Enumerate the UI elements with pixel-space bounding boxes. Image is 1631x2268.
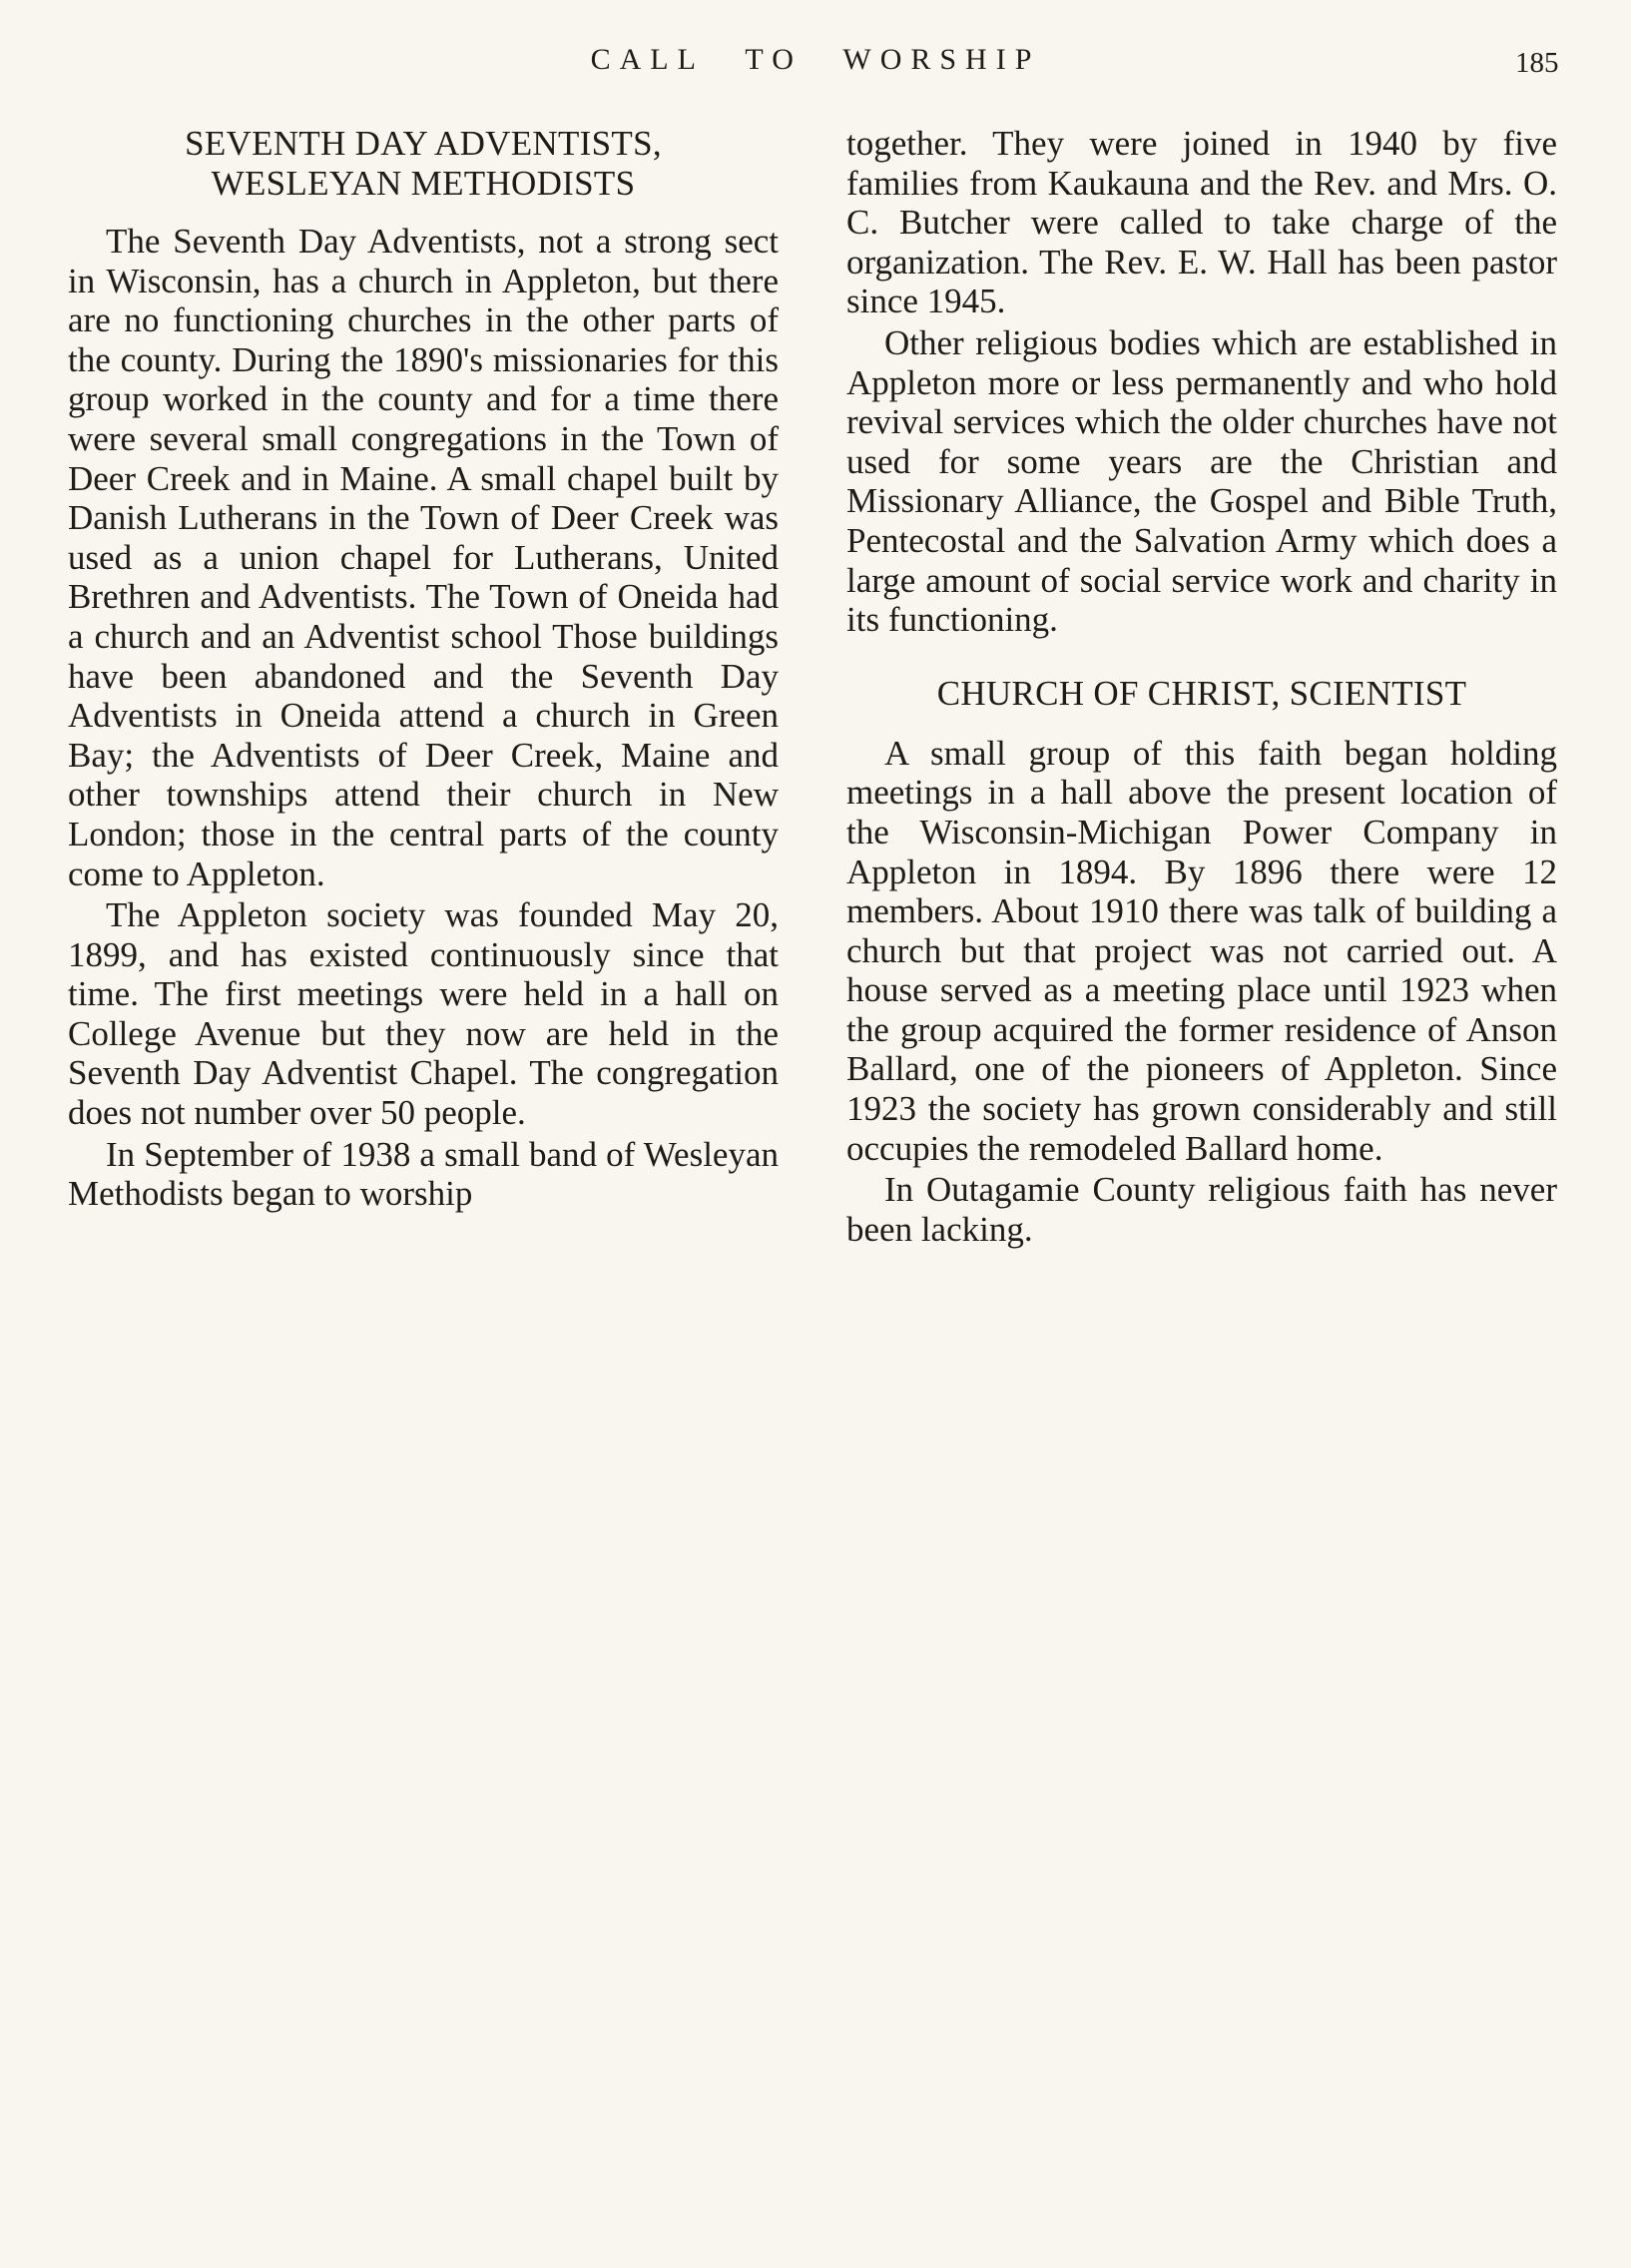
heading-line: WESLEYAN METHODISTS	[211, 164, 636, 203]
paragraph: The Seventh Day Adventists, not a strong sect in Wisconsin, has a church in Appleton, but there are no functioning churches in the other parts of the county. During the 1890's missionaries for this group worked in the county and for a time there were several small congregations in the Town of Deer Creek and in Maine. A small chapel built by Danish Lutherans in the Town of Deer Creek was used as a union chapel for Lutherans, United Brethren and Adventists. The Town of Oneida had a church and an Adventist school Those buildings have been abandoned and the Seventh Day Adventists in Oneida attend a church in Green Bay; the Adventists of Deer Creek, Maine and other townships attend their church in New London; those in the central parts of the county come to Appleton.	[68, 222, 779, 893]
heading-line: SEVENTH DAY ADVENTISTS,	[185, 124, 662, 163]
paragraph: The Appleton society was founded May 20, 1899, and has existed continuously since that time. The first meetings were held in a hall on College Avenue but they now are held in the Seventh Day Adventist Chapel. The congregation does not number over 50 people.	[68, 895, 779, 1133]
section-heading-christian-science: CHURCH OF CHRIST, SCIENTIST	[936, 673, 1467, 713]
section-heading-adventists-methodists	[68, 124, 779, 204]
running-head	[0, 42, 1631, 78]
right-column	[846, 124, 1557, 1251]
paragraph: In Outagamie County religious faith has never been lacking.	[846, 1170, 1557, 1249]
page-number: 185	[1515, 47, 1559, 79]
paragraph: In September of 1938 a small band of Wesleyan Methodists began to worship	[68, 1134, 779, 1214]
paragraph: A small group of this faith began holding meetings in a hall above the present location of the Wisconsin-Michigan Power Company in Appleton in 1894. By 1896 there were 12 members. About 1910 there was talk of building a church but that project was not carried out. A house served as a meeting place until 1923 when the group acquired the former residence of Anson Ballard, one of the pioneers of Appleton. Since 1923 the society has grown considerably and still occupies the remodeled Ballard home.	[846, 733, 1557, 1168]
running-head-word: CALL	[590, 43, 705, 76]
paragraph: Other religious bodies which are established in Appleton more or less permanently and who hold revival services which the older churches have not used for some years are the Christian and Missionary Alliance, the Gospel and Bible Truth, Pentecostal and the Salvation Army which does a large amount of social service work and charity in its functioning.	[846, 322, 1557, 640]
left-column	[68, 124, 779, 1216]
paragraph-continuation: together. They were joined in 1940 by five families from Kaukauna and the Rev. and Mrs. O. C. Butcher were called to take charge of the organization. The Rev. E. W. Hall has been pastor since 1945.	[846, 124, 1557, 321]
running-head-word: TO	[745, 43, 803, 76]
running-head-word: WORSHIP	[842, 43, 1041, 76]
